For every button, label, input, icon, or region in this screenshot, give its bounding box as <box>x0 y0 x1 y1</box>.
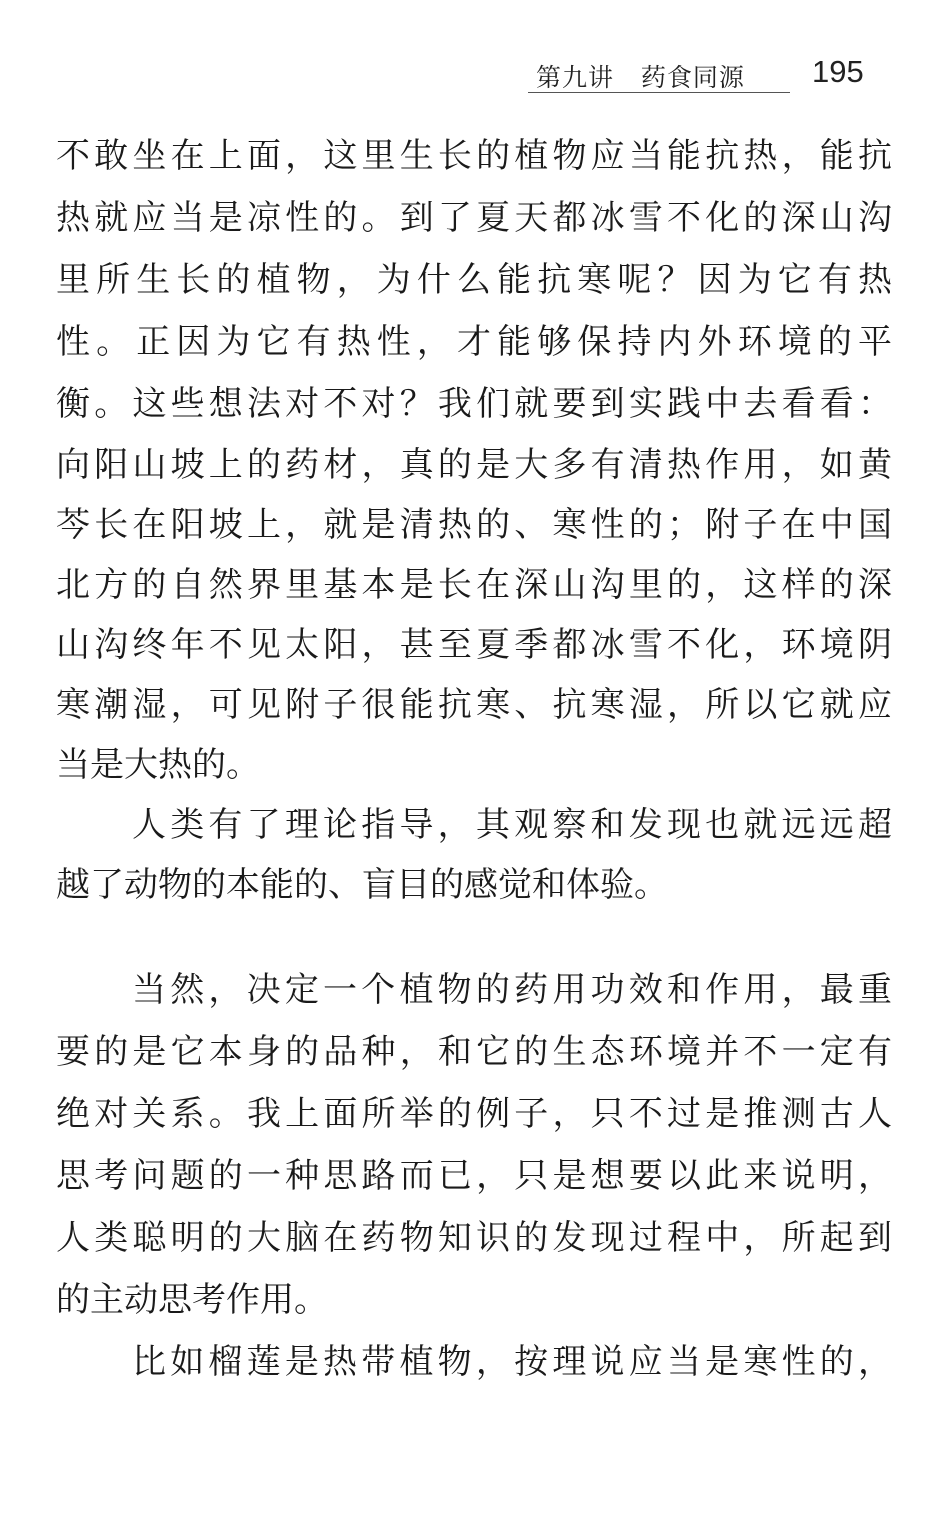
text-line: 芩长在阳坡上，就是清热的、寒性的；附子在中国 <box>56 505 892 545</box>
text-line: 思考问题的一种思路而已，只是想要以此来说明， <box>56 1156 892 1196</box>
paragraph <box>56 1331 892 1393</box>
text-line: 绝对关系。我上面所举的例子，只不过是推测古人 <box>56 1094 892 1134</box>
paragraph <box>56 795 892 915</box>
text-line: 人类聪明的大脑在药物知识的发现过程中，所起到 <box>56 1218 892 1258</box>
text-line: 热就应当是凉性的。到了夏天都冰雪不化的深山沟 <box>56 198 892 238</box>
text-line: 山沟终年不见太阳，甚至夏季都冰雪不化，环境阴 <box>56 625 892 665</box>
text-line: 要的是它本身的品种，和它的生态环境并不一定有 <box>56 1032 892 1072</box>
text-line: 当然，决定一个植物的药用功效和作用，最重 <box>132 970 892 1010</box>
header-rule <box>528 92 790 93</box>
text-line: 人类有了理论指导，其观察和发现也就远远超 <box>132 805 892 845</box>
chapter-title: 第九讲 药食同源 <box>536 63 745 92</box>
text-line: 衡。这些想法对不对？我们就要到实践中去看看： <box>56 384 892 424</box>
text-line: 北方的自然界里基本是长在深山沟里的，这样的深 <box>56 565 892 605</box>
page-number: 195 <box>812 54 864 89</box>
text-line: 越了动物的本能的、盲目的感觉和体验。 <box>56 865 668 905</box>
text-line: 比如榴莲是热带植物，按理说应当是寒性的， <box>132 1342 892 1382</box>
text-line: 当是大热的。 <box>56 745 260 785</box>
body-text <box>56 125 892 1393</box>
paragraph <box>56 959 892 1331</box>
text-line: 寒潮湿，可见附子很能抗寒、抗寒湿，所以它就应 <box>56 685 892 725</box>
paragraph <box>56 125 892 795</box>
text-line: 里所生长的植物，为什么能抗寒呢？因为它有热 <box>56 260 892 300</box>
text-line: 的主动思考作用。 <box>56 1280 328 1320</box>
text-line: 向阳山坡上的药材，真的是大多有清热作用，如黄 <box>56 445 892 485</box>
section-gap <box>56 915 892 959</box>
text-line: 不敢坐在上面，这里生长的植物应当能抗热，能抗 <box>56 136 892 176</box>
text-line: 性。正因为它有热性，才能够保持内外环境的平 <box>56 322 892 362</box>
running-header <box>528 52 868 96</box>
